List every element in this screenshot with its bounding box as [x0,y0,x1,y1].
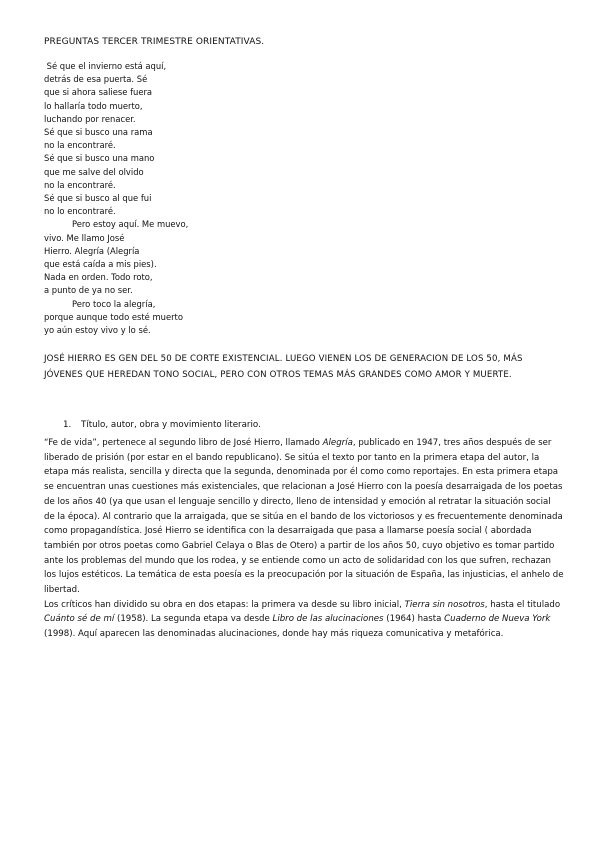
poem-line: Pero estoy aquí. Me muevo, [72,219,189,230]
poem-line: porque aunque todo esté muerto [44,311,183,322]
poem-line: Hierro. Alegría (Alegría [44,245,140,256]
poem-line: que está caída a mis pies). [44,259,157,270]
text-run: , hasta el titulado [484,599,561,610]
intro-paragraph: JOSÉ HIERRO ES GEN DEL 50 DE CORTE EXISTENCIAL. LUEGO VIENEN LOS DE GENERACION DE LOS 50, MÁS JÓVENES QUE HEREDAN TONO SOCIAL, PERO CON OTROS TEMAS MÁS GRANDES COMO AMOR Y MUERTE. [44,354,523,380]
poem-line: Sé que si busco una rama [44,127,153,138]
poem-line: Pero toco la alegría, [72,298,156,309]
text-run: “Fe de vida”, pertenece al segundo libro de José Hierro, llamado [44,438,323,448]
poem-line: Sé que si busco al que fui [44,193,152,204]
book-title: Alegría [322,438,353,448]
book-title: Cuánto sé de mí [44,614,115,625]
poem-line: lo hallaría todo muerto, [44,100,143,111]
poem-line: Nada en orden. Todo roto, [44,272,153,283]
poem-line: luchando por renacer. [44,113,136,124]
poem-line: no la encontraré. [44,179,116,190]
poem-line: yo aún estoy vivo y lo sé. [44,325,151,336]
poem-line: que si ahora saliese fuera [44,87,153,98]
answer-paragraph-2 [44,598,564,642]
poem-line: no lo encontraré. [44,206,116,217]
text-run: Los críticos han dividido su obra en dos etapas: la primera va desde su libro inicial, [44,599,405,610]
text-run: (1958). La segunda etapa va desde [114,614,273,625]
poem-line: a punto de ya no ser. [44,285,133,296]
book-title: Libro de las alucinaciones [272,614,384,625]
answer-text [44,436,564,642]
poem-line: vivo. Me llamo José [44,232,125,243]
text-run: (1964) hasta [383,614,445,625]
book-title: Cuaderno de Nueva York [444,614,551,625]
poem-line: detrás de esa puerta. Sé [44,74,148,85]
text-run: (1998). Aquí aparecen las denominadas alucinaciones, donde hay más riqueza comunicativa y metafórica. [44,629,504,640]
question-number: 1. [63,420,72,430]
question-text: Título, autor, obra y movimiento literario. [81,420,261,430]
poem-line: no la encontraré. [44,140,116,151]
poem-line: que me salve del olvido [44,166,144,177]
answer-paragraph-1 [44,436,564,598]
book-title: Tierra sin nosotros [404,599,485,610]
poem-line: Sé que si busco una mano [44,153,155,164]
document-title: PREGUNTAS TERCER TRIMESTRE ORIENTATIVAS. [44,37,265,47]
poem [44,60,188,337]
poem-line: Sé que el invierno está aquí, [44,61,167,71]
question-1 [63,420,261,430]
text-run: , publicado en 1947, tres años después de ser liberado de prisión (por estar en el bando republicano). Se sitúa el texto por tanto en la primera etapa del autor, la etapa más realista, sencilla y directa que la segunda, denominada por él como como reportajes. En esta primera etapa se encuentran unas cuestiones más existenciales, que relacionan a José Hierro con la poesía desarraigada de los poetas de los años 40 (ya que usan el lenguaje sencillo y directo, lleno de intensidad y emoción al retratar la situación social de la época). Al contrario que la arraigada, que se sitúa en el bando de los victoriosos y es frecuentemente denominada como propagandística. José Hierro se identifica con la desarraigada que pasa a llamarse poesía social ( abordada también por otros poetas como Gabriel Celaya o Blas de Otero) a partir de los años 50, cuyo objetivo es tomar partido ante los problemas del mundo que los rodea, y se entiende como un acto de solidaridad con los que sufren, rechazan los lujos estéticos. La temática de esta poesía es la preocupación por la situación de España, las injusticias, el anhelo de libertad. [44,438,564,596]
